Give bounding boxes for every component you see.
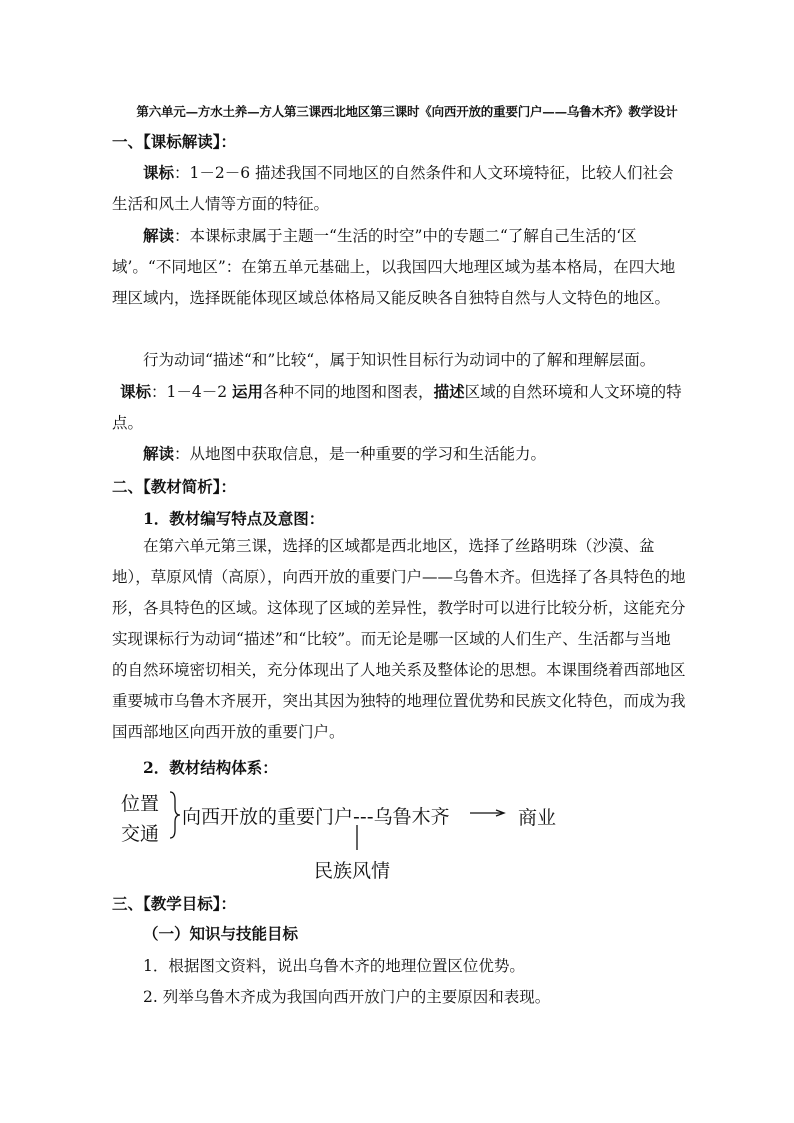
label-interpretation: 解读 — [143, 226, 175, 245]
label-use: 运用 — [232, 382, 264, 401]
section-heading-objectives: 三、【教学目标】： — [112, 894, 237, 913]
paragraph-interpretation-1 — [112, 220, 686, 314]
diagram-center-text: 向西开放的重要门户---乌鲁木齐 — [182, 806, 450, 828]
paragraph-textbook-analysis: 在第六单元第三课，选择的区域都是西北地区，选择了丝路明珠（沙漠、盆地），草原风情（高原），向西开放的重要门户——乌鲁木齐。但选择了各具特色的地形，各具特色的区域。这体现了区域的差异性，教学时可以进行比较分析，这能充分实现课标行为动词“描述”和“比较”。而无论是哪一区域的人们生产、生活都与当地的自然环境密切相关，充分体现出了人地关系及整体论的思想。本课围绕着西部地区重要城市乌鲁木齐展开，突出其因为独特的地理位置优势和民族文化特色，而成为我国西部地区向西开放的重要门户。 — [112, 537, 686, 741]
text-standard-2-a: 各种不同的地图和图表， — [263, 383, 434, 401]
text-standard-2-b: 区域的自然环境和人文环境的特点。 — [112, 383, 682, 432]
label-describe: 描述 — [433, 382, 465, 401]
arrow-head-icon — [496, 810, 504, 816]
paragraph-action-verbs: 行为动词“描述“和”比较“，属于知识性目标行为动词中的了解和理解层面。 — [143, 351, 656, 369]
label-standard-2: 课标 — [120, 382, 152, 401]
label-interpretation-2: 解读 — [143, 444, 175, 463]
section-heading-curriculum: 一、【课标解读】： — [112, 132, 237, 151]
diagram-right-text: 商业 — [518, 807, 557, 829]
section-heading-textbook: 二、【教材简析】： — [112, 477, 237, 496]
text-standard-1: ：1－2－6 描述我国不同地区的自然条件和人文环境特征，比较人们社会生活和风土人情等方面的特征。 — [112, 164, 674, 213]
paragraph-curriculum-standard-2 — [112, 376, 686, 439]
diagram-label-location: 位置 — [121, 793, 160, 815]
paragraph-interpretation-2 — [112, 438, 686, 470]
text-standard-2-code: ：1－4－2 — [151, 383, 233, 401]
paragraph-curriculum-standard-1 — [112, 157, 686, 220]
text-interpretation-1: ：本课标隶属于主题一“生活的时空”中的专题二“了解自己生活的‘区域’。“不同地区”：在第五单元基础上，以我国四大地理区域为基本格局，在四大地理区域内，选择既能体现区域总体格局又能反映各自独特自然与人文特色的地区。 — [112, 227, 676, 307]
subheading-writing-features: 1．教材编写特点及意图： — [143, 509, 325, 528]
document-title: 第六单元—方水土养—方人第三课西北地区第三课时《向西开放的重要门户——乌鲁木齐》教学设计 — [136, 104, 678, 119]
diagram-bottom-text: 民族风情 — [314, 860, 391, 882]
objective-item-2: 2. 列举乌鲁木齐成为我国向西开放门户的主要原因和表现。 — [143, 988, 551, 1006]
subheading-structure: 2．教材结构体系： — [143, 758, 278, 777]
diagram-label-transport: 交通 — [121, 823, 160, 845]
objective-item-1: 1．根据图文资料，说出乌鲁木齐的地理位置区位优势。 — [143, 957, 525, 975]
brace-shape — [170, 792, 180, 838]
text-interpretation-2: ：从地图中获取信息，是一种重要的学习和生活能力。 — [174, 445, 547, 463]
subheading-knowledge-skills: （一）知识与技能目标 — [143, 924, 299, 943]
label-standard: 课标 — [143, 163, 175, 182]
